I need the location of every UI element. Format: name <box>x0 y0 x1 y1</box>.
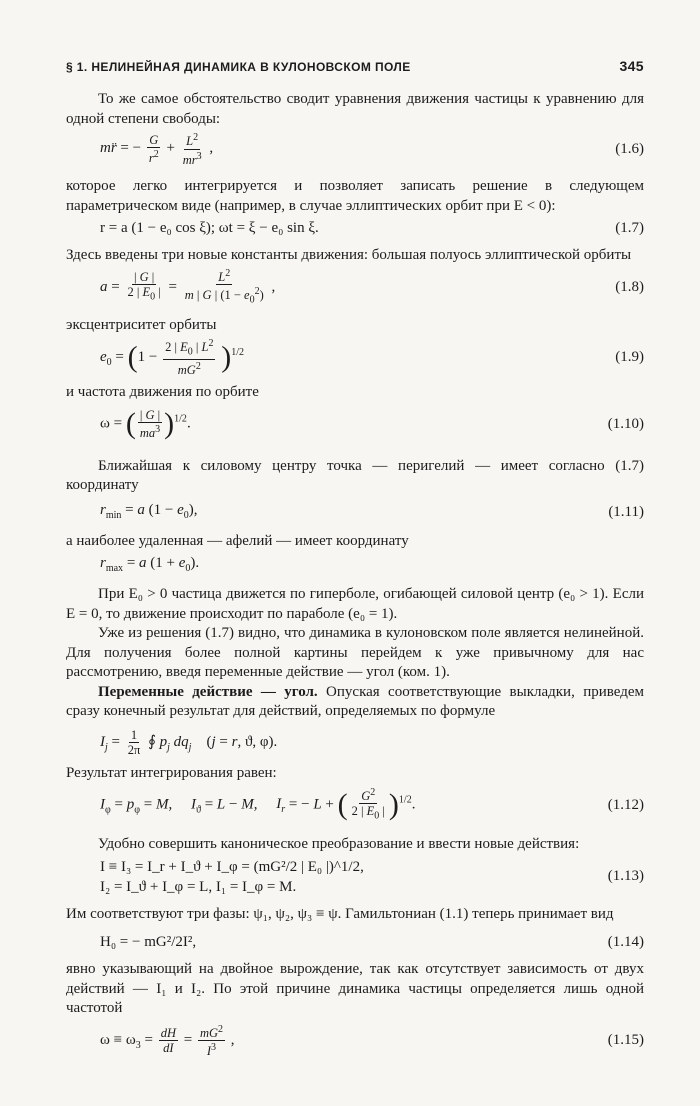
equation-1-15: $\omega \equiv \omega_3$ = $\frac{dH}{dI}$ = $\frac{mG^2}{I^3}$ , (1.15) <box>100 1023 644 1059</box>
eq-number: (1.7) <box>615 219 644 236</box>
equation-1-11: $r_{min} = a$ $(1 - e_0)$, (1.11) <box>100 501 644 521</box>
eq-number: (1.8) <box>615 279 644 295</box>
paragraph-9: Уже из решения (1.7) видно, что динамика в кулоновском поле является нелинейной. Для получения более полной картины перейдем к уже привычному для нас рассмотрению, введя переменные действие — угол (ком. 1). <box>66 625 644 680</box>
paragraph-11: Результат интегрирования равен: <box>66 764 277 781</box>
paragraph-6: Ближайшая к силовому центру точка — перигелий — имеет согласно (1.7) координату <box>66 457 644 493</box>
eq-number: (1.10) <box>607 416 644 432</box>
paragraph-4: эксцентриситет орбиты <box>66 316 217 333</box>
paragraph-12: Удобно совершить каноническое преобразование и ввести новые действия: <box>98 836 580 852</box>
paragraph-3: Здесь введены три новые константы движения: большая полуось эллиптической орбиты <box>66 247 632 263</box>
paragraph-13: Им соответствуют три фазы: ψ₁, ψ₂, ψ₃ ≡ ψ. Гамильтониан (1.1) теперь принимает вид <box>66 905 614 922</box>
eq-number: (1.14) <box>607 933 644 950</box>
paragraph-8: При E₀ > 0 частица движется по гиперболе, огибающей силовой центр (e₀ > 1). Если E = 0, то движение происходит по параболе (e₀ = 1). <box>66 586 644 622</box>
equation-1-9: $e_0 = (1$ − $\frac{2 | E_0 | L^2}{mG^2}$ )$^{1/2}$ (1.9) <box>100 337 644 378</box>
eq-number: (1.13) <box>607 868 644 884</box>
paragraph-2: которое легко интегрируется и позволяет записать решение в следующем параметрическом виде (например, в случае эллиптических орбит при E < 0): <box>66 178 644 214</box>
eq-number: (1.6) <box>615 140 644 157</box>
equation-1-14: H₀ = − mG²/2I², (1.14) <box>100 933 644 950</box>
paragraph-14: явно указывающий на двойное вырождение, так как отсутствует зависимость от двух действий — I₁ и I₂. По этой причине динамика частицы определяется лишь одной частотой <box>66 961 644 1016</box>
equation-action-integral: $I_j$ = $\frac{1}{2\pi}$ ∮ $p_j$ $dq_j$ (j = r, ϑ, φ). <box>100 728 278 757</box>
running-title: § 1. НЕЛИНЕЙНАЯ ДИНАМИКА В КУЛОНОВСКОМ ПОЛЕ <box>66 60 411 74</box>
equation-1-12: $I_\varphi = p_\varphi = M$, $I_ϑ = L - M$, $I_r$ = − L + ( $\frac{G^2}{2 | E_0 |}$ )$^{1/2}$. (1.12) <box>100 787 644 822</box>
equation-1-7: r = a (1 − e₀ cos ξ); ωt = ξ − e₀ sin ξ. (1.7) <box>100 219 644 236</box>
eq-1-13-line-1: I ≡ I₃ = I_r + I_ϑ + I_φ = (mG²/2 | E₀ |)^1/2, <box>100 858 364 875</box>
eq-1-13-line-2: I₂ = I_ϑ + I_φ = L, I₁ = I_φ = M. <box>100 878 297 895</box>
equation-rmax: $r_{max} = a$ $(1 + e_0)$. <box>100 555 200 574</box>
equation-1-8: a = $\frac{| G |}{2 | E_0 |}$ = $\frac{L^2}{m | G | (1 - e_0^2)}$ , (1.8) <box>100 268 644 306</box>
equation-1-6: mr̈ = − $\frac{G}{r^2}$ + $\frac{L^2}{mr^3}$ , (1.6) <box>100 132 644 167</box>
paragraph-1: То же самое обстоятельство сводит уравнения движения частицы к уравнению для одной степени свободы: <box>66 91 644 127</box>
eq-number: (1.12) <box>607 796 644 813</box>
book-page <box>66 58 644 1063</box>
eq-number: (1.15) <box>607 1032 644 1048</box>
section-title: Переменные действие — угол. <box>98 683 318 700</box>
paragraph-7: а наиболее удаленная — афелий — имеет координату <box>66 532 409 549</box>
page-number: 345 <box>619 58 644 74</box>
eq-number: (1.9) <box>615 348 644 365</box>
paragraph-5: и частота движения по орбите <box>66 384 259 400</box>
paragraph-10: Переменные действие — угол. Опуская соответствующие выкладки, приведем сразу конечный результат для действий, определяемых по формуле <box>66 683 644 719</box>
eq-number: (1.11) <box>608 504 644 520</box>
running-header <box>66 58 644 80</box>
equation-1-10: ω = ( $\frac{| G |}{ma^3}$ )$^{1/2}$. (1.10) <box>100 407 644 441</box>
equation-1-13 <box>66 855 644 899</box>
